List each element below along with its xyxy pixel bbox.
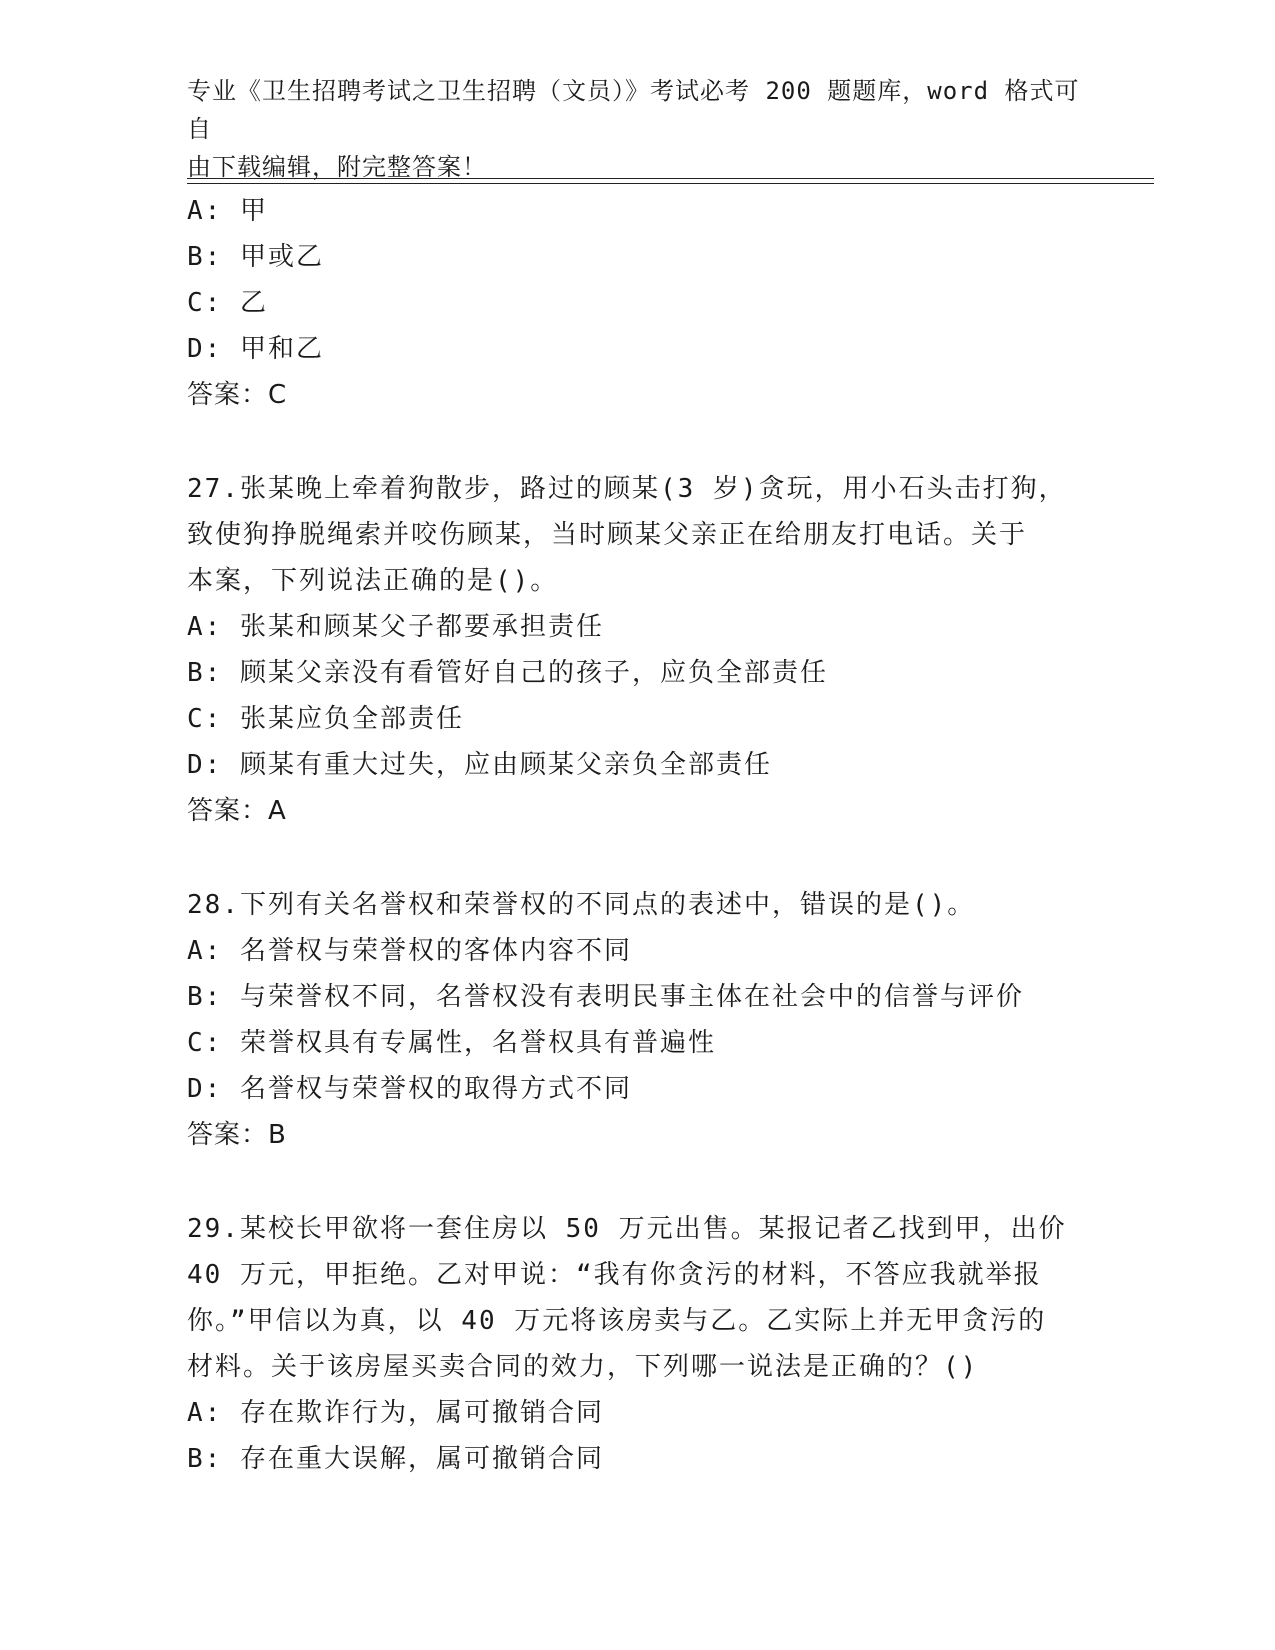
answer-line: 答案：B <box>187 1120 287 1150</box>
spacer <box>187 418 1087 466</box>
option-b: B: 顾某父亲没有看管好自己的孩子，应负全部责任 <box>187 658 828 688</box>
question-stem-line: 你。”甲信以为真，以 40 万元将该房卖与乙。乙实际上并无甲贪污的 <box>187 1306 1047 1336</box>
option-c: C: 乙 <box>187 288 268 318</box>
option-b: B: 与荣誉权不同，名誉权没有表明民事主体在社会中的信誉与评价 <box>187 982 1024 1012</box>
question-prev <box>187 188 1087 418</box>
option-c: C: 荣誉权具有专属性，名誉权具有普遍性 <box>187 1028 716 1058</box>
option-a: A: 名誉权与荣誉权的客体内容不同 <box>187 936 632 966</box>
question-stem-line: 本案，下列说法正确的是()。 <box>187 566 559 596</box>
document-header <box>187 72 1087 186</box>
answer-line: 答案：C <box>187 380 288 410</box>
question-stem-line: 致使狗挣脱绳索并咬伤顾某，当时顾某父亲正在给朋友打电话。关于 <box>187 520 1028 550</box>
question-stem-line: 材料。关于该房屋买卖合同的效力，下列哪一说法是正确的？() <box>187 1352 979 1382</box>
spacer <box>187 834 1087 882</box>
question-stem-line: 29.某校长甲欲将一套住房以 50 万元出售。某报记者乙找到甲，出价 <box>187 1214 1067 1244</box>
option-a: A: 甲 <box>187 196 268 226</box>
option-a: A: 存在欺诈行为，属可撤销合同 <box>187 1398 604 1428</box>
question-27 <box>187 466 1087 834</box>
header-line-2: 由下载编辑，附完整答案！ <box>187 153 487 181</box>
answer-line: 答案：A <box>187 796 287 826</box>
option-c: C: 张某应负全部责任 <box>187 704 464 734</box>
header-divider-bottom <box>187 183 1154 184</box>
option-b: B: 甲或乙 <box>187 242 324 272</box>
option-b: B: 存在重大误解，属可撤销合同 <box>187 1444 604 1474</box>
option-d: D: 甲和乙 <box>187 334 324 364</box>
question-stem-line: 27.张某晚上牵着狗散步，路过的顾某(3 岁)贪玩，用小石头击打狗， <box>187 474 1067 504</box>
header-divider-top <box>187 178 1154 179</box>
question-stem-line: 28.下列有关名誉权和荣誉权的不同点的表述中，错误的是()。 <box>187 890 976 920</box>
option-d: D: 名誉权与荣誉权的取得方式不同 <box>187 1074 632 1104</box>
spacer <box>187 1158 1087 1206</box>
question-stem-line: 40 万元，甲拒绝。乙对甲说：“我有你贪污的材料，不答应我就举报 <box>187 1260 1042 1290</box>
document-body <box>187 188 1087 1482</box>
question-29 <box>187 1206 1087 1482</box>
question-28 <box>187 882 1087 1158</box>
option-a: A: 张某和顾某父子都要承担责任 <box>187 612 604 642</box>
option-d: D: 顾某有重大过失，应由顾某父亲负全部责任 <box>187 750 772 780</box>
header-line-1: 专业《卫生招聘考试之卫生招聘（文员）》考试必考 200 题题库，word 格式可自 <box>187 77 1080 143</box>
